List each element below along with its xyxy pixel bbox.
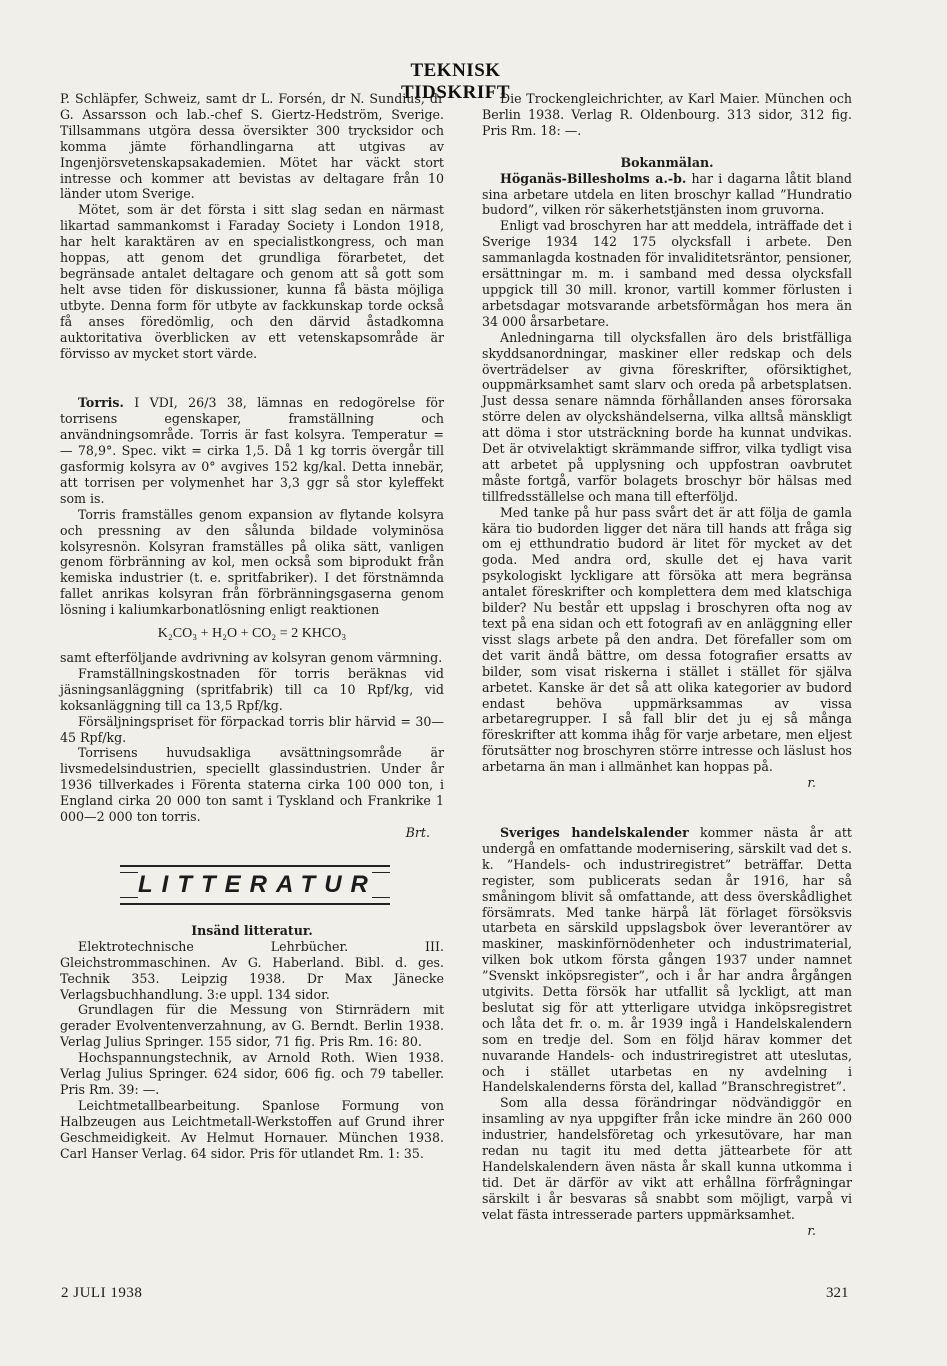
review-text: har i dagarna låtit bland sina arbetare utdela en liten broschyr kallad ”Hundratio budord”, vilken rör säkerhetstjänsten inom gruvorna. — [482, 170, 852, 218]
notice-paragraph — [482, 825, 852, 1095]
signature: r. — [807, 1222, 816, 1238]
page-number: 321 — [826, 1285, 849, 1301]
subsection-heading: Bokanmälan. — [620, 154, 714, 170]
torris-paragraph — [60, 395, 444, 506]
review-heading: Höganäs-Billesholms a.-b. — [500, 170, 687, 186]
subsection-heading: Insänd litteratur. — [191, 922, 313, 938]
torris-paragraph: Försäljningspriset för förpackad torris blir härvid = 30—45 Rpf/kg. — [60, 713, 444, 745]
torris-paragraph: Torris framställes genom expansion av flytande kolsyra och pressning av den sålunda bildade volyminösa kolsyresnön. Kolsyran framställes på olika sätt, vanligen genom förbränning av kol, men också som biprodukt från kemiska industrier (t. e. spritfabriker). I det förstnämnda fallet anrikas kolsyran från förbränningsgaserna genom lösning i kaliumkarbonatlösning enligt reaktionen — [60, 506, 444, 618]
review-paragraph: Enligt vad broschyren har att meddela, inträffade det i Sverige 1934 142 175 olycksfall i arbete. Den sammanlagda kostnaden för invaliditetsräntor, pensioner, ersättningar m. m. i samband med dessa olycksfall uppgick till 30 mill. kronor, vartill kommer förlusten i arbetsdagar motsvarande arbetsförmågan hos mera än 34 000 årsarbetare. — [482, 218, 852, 329]
torris-paragraph: samt efterföljande avdrivning av kolsyran genom värmning. — [60, 650, 443, 665]
right-column — [482, 91, 852, 1239]
book-listing: Die Trockengleichrichter, av Karl Maier. München och Berlin 1938. Verlag R. Oldenbourg. 313 sidor, 312 fig. Pris Rm. 18: —. — [482, 91, 852, 138]
book-listing: Elektrotechnische Lehrbücher. III. Gleichstrommaschinen. Av G. Haberland. Bibl. d. ges. Technik 353. Leipzig 1938. Dr Max Jänecke Verlagsbuchhandlung. 3:e uppl. 134 sidor. — [60, 938, 444, 1002]
notice-text: kommer nästa år att undergå en omfattande modernisering, särskilt vad det s. k. ”Handels- och industriregistret” beträffar. Detta register, som publicerats sedan år 1916, har så småningom blivit så omfattande, att dess överskådlighet försämrats. Med tanke härpå lät förlaget försöksvis utarbeta en särskild uppslagsbok över leverantörer av maskiner, maskinförnödenheter och industrimaterial, vilken bok utkom första gången 1937 under namnet ”Svenskt inköpsregister”, och i år har andra årgången utgivits. Detta försök har utfallit så lyckligt, att man beslutat sig för att ytterligare utvidga inköpsregistret och låta det fr. o. m. år 1939 ingå i Handelskalendern som en tredje del. Som en följd härav kommer det nuvarande Handels- och industriregistret att uteslutas, och i stället utarbetas en ny avdelning i Handelskalenderns första del, kallad ”Branschregistret”. — [482, 824, 852, 1095]
chemical-formula: K₂CO₃ + H₂O + CO₂ = 2 KHCO₃ — [157, 626, 347, 642]
section-banner — [120, 865, 390, 905]
masthead: TEKNISK TIDSKRIFT — [400, 60, 511, 103]
signature: r. — [807, 775, 816, 791]
book-listing: Leichtmetallbearbeitung. Spanlose Formung von Halbzeugen aus Leichtmetall-Werkstoffen auf Grund ihrer Geschmeidigkeit. Av Helmut Hornauer. München 1938. Carl Hanser Verlag. 64 sidor. Pris för utlandet Rm. 1: 35. — [60, 1097, 444, 1161]
left-column — [60, 91, 444, 1161]
notice-paragraph: Som alla dessa förändringar nödvändiggör en insamling av nya uppgifter från icke mindre än 260 000 industrier, handelsföretag och yrkesutövare, har man redan nu tagit itu med detta jättearbete för att Handelskalendern även nästa år skall kunna utkomma i tid. Det är därför av vikt att erhållna förfrågningar särskilt i år besvaras så snabbt som möjligt, varpå vi velat fästa intresserade parters uppmärksamhet. — [482, 1095, 852, 1222]
torris-paragraph: Torrisens huvudsakliga avsättningsområde är livsmedelsindustrien, speciellt glassindustrien. Under år 1936 tillverkades i Förenta staterna cirka 100 000 ton, i England cirka 20 000 ton samt i Tyskland och Frankrike 1 000—2 000 ton torris. — [60, 745, 444, 825]
book-listing: Hochspannungstechnik, av Arnold Roth. Wien 1938. Verlag Julius Springer. 624 sidor, 606 fig. och 79 tabeller. Pris Rm. 39: —. — [60, 1050, 444, 1097]
section-title: LITTERATUR — [138, 870, 377, 898]
torris-text: I VDI, 26/3 38, lämnas en redogörelse för torrisens egenskaper, framställning och användningsområde. Torris är fast kolsyra. Temperatur = — 78,9°. Spec. vikt = cirka 1,5. Då 1 kg torris övergår till gasformig kolsyra av 0° avgives 152 kg/kal. Detta innebär, att torrisen per volymenhet har 3,3 ggr så stor kyleffekt som is. — [60, 395, 444, 506]
signature: Brt. — [405, 824, 430, 840]
torris-paragraph: Framställningskostnaden för torris beräknas vid jäsningsanläggning (spritfabrik) till ca 10 Rpf/kg, vid koksanläggning till ca 13,5 Rpf/kg. — [60, 665, 444, 713]
issue-date: 2 JULI 1938 — [61, 1285, 143, 1301]
review-paragraph: Anledningarna till olycksfallen äro dels bristfälliga skyddsanordningar, maskiner eller redskap och dels överträdelser av givna föreskrifter, oförsiktighet, ouppmärksamhet samt slarv och oreda på arbetsplatsen. Just dessa senare nämnda förhållanden anses förorsaka större delen av olyckshändelserna, vilka alltså mänskligt att döma i stor utsträckning borde ha kunnat undvikas. Det är otvivelaktigt skrämmande siffror, vilka tydligt visa att arbetet på upplysning och uppfostran oavbrutet måste fortgå, varför bolagets broschyr bör hälsas med tillfredsställelse och mana till efterföljd. — [482, 329, 852, 504]
review-paragraph: Med tanke på hur pass svårt det är att följa de gamla kära tio budorden ligger det nära till hands att fråga sig om ej etthundratio budord är litet för mycket av det goda. Med andra ord, skulle det ej hava varit psykologiskt lyckligare att försöka att mera begränsa antalet föreskrifter och komplettera dem med klatschiga bilder? Nu består ett uppslag i broschyren ofta nog av text på ena sidan och ett fotografi av en anläggning eller visst slags arbete på den andra. Det förefaller som om det varit ändå bättre, om dessa fotografier ersatts av bilder, som visat riskerna i stället i stället för själva arbetet. Kanske är det så att olika kategorier av budord endast behöva uppmärksammas av vissa arbetaregrupper. I så fall blir det ju ej så många föreskrifter att komma ihåg för varje arbetare, men eljest förutsätter nog broschyren större intresse och läslust hos arbetarna än man i allmänhet kan hoppas på. — [482, 504, 852, 775]
article-paragraph: Mötet, som är det första i sitt slag sedan en närmast likartad sammankomst i Faraday Society i London 1918, har helt karaktären av en specialistkongress, och man hoppas, att genom det grundliga förarbetet, det begränsade antalet deltagare och genom att så gott som helt avse tiden för diskussioner, kunna få bästa möjliga utbyte. Denna form för utbyte av fackkunskap torde också få anses föredömlig, och den därvid åstadkomna auktoritativa överblicken av ett vetenskapsområde är förvisso av mycket stort värde. — [60, 202, 444, 361]
book-listing: Grundlagen für die Messung von Stirnrädern mit gerader Evolventenverzahnung, av G. Berndt. Berlin 1938. Verlag Julius Springer. 155 sidor, 71 fig. Pris Rm. 16: 80. — [60, 1002, 444, 1050]
torris-heading: Torris. — [78, 395, 124, 411]
article-paragraph: P. Schläpfer, Schweiz, samt dr L. Forsén, dr N. Sundius, dr G. Assarsson och lab.-chef S. Giertz-Hedström, Sverige. Tillsammans utgöra dessa översikter 300 trycksidor och komma jämte förhandlingarna att utgivas av Ingenjörsvetenskapsakademien. Mötet har väckt stort intresse och kommer att bevistas av deltagare från 10 länder utom Sverige. — [60, 91, 444, 202]
notice-heading: Sveriges handelskalender — [500, 824, 689, 840]
review-paragraph — [482, 171, 852, 219]
